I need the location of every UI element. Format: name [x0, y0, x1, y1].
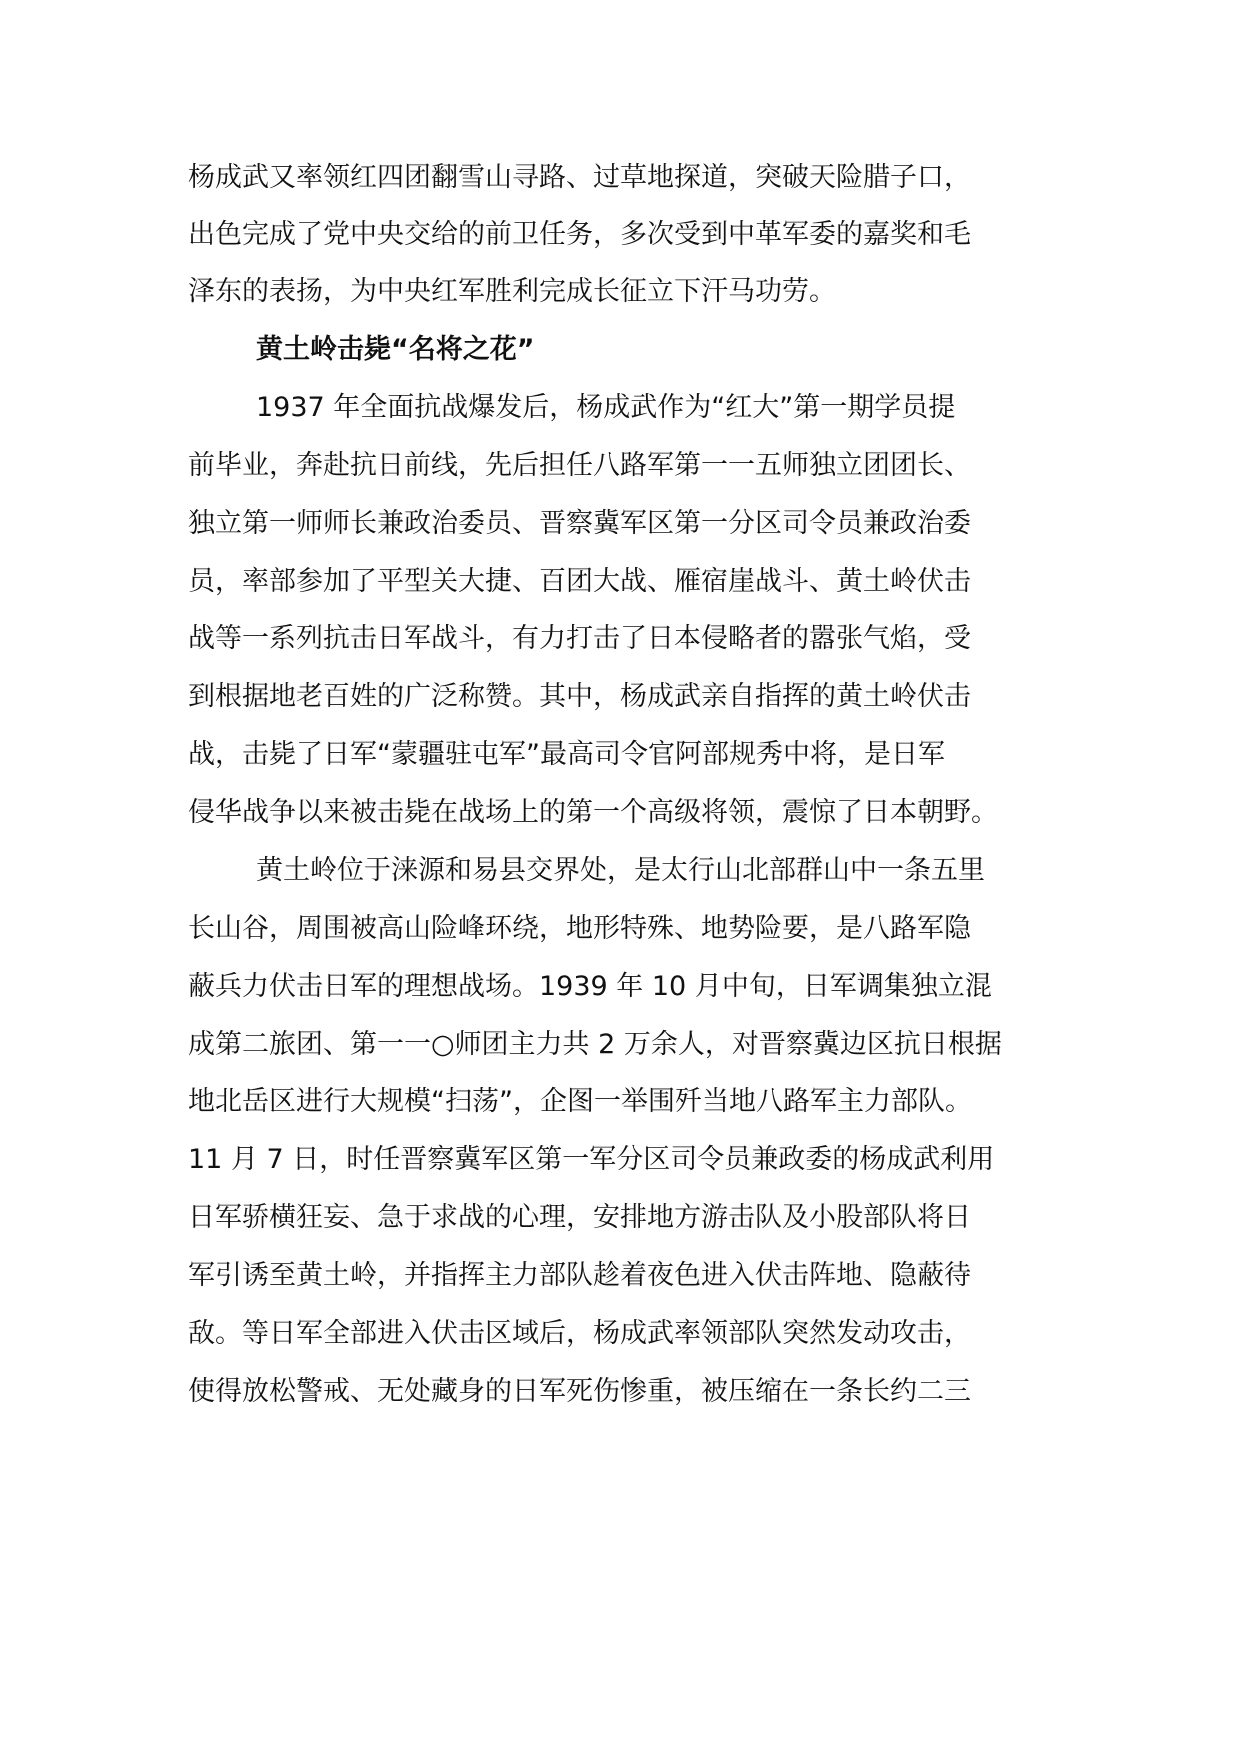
text-line: 战等一系列抗击日军战斗，有力打击了日本侵略者的嚣张气焰，受	[188, 623, 971, 654]
text-line: 泽东的表扬，为中央红军胜利完成长征立下汗马功劳。	[188, 276, 836, 307]
text-line: 黄土岭位于涞源和易县交界处，是太行山北部群山中一条五里	[256, 855, 985, 886]
text-line: 杨成武又率领红四团翻雪山寻路、过草地探道，突破天险腊子口，	[188, 162, 971, 193]
text-line: 员，率部参加了平型关大捷、百团大战、雁宿崖战斗、黄土岭伏击	[188, 566, 971, 597]
text-line: 1937 年全面抗战爆发后，杨成武作为“红大”第一期学员提	[256, 392, 956, 423]
text-line: 蔽兵力伏击日军的理想战场。1939 年 10 月中旬，日军调集独立混	[188, 971, 992, 1002]
text-line: 日军骄横狂妄、急于求战的心理，安排地方游击队及小股部队将日	[188, 1202, 971, 1233]
text-line: 侵华战争以来被击毙在战场上的第一个高级将领，震惊了日本朝野。	[188, 797, 998, 828]
text-line: 成第二旅团、第一一○师团主力共 2 万余人，对晋察冀边区抗日根据	[188, 1029, 1002, 1060]
text-line: 使得放松警戒、无处藏身的日军死伤惨重，被压缩在一条长约二三	[188, 1376, 971, 1407]
text-line: 长山谷，周围被高山险峰环绕，地形特殊、地势险要，是八路军隐	[188, 913, 971, 944]
text-line: 出色完成了党中央交给的前卫任务，多次受到中革军委的嘉奖和毛	[188, 219, 971, 250]
text-line: 前毕业，奔赴抗日前线，先后担任八路军第一一五师独立团团长、	[188, 450, 971, 481]
text-line: 到根据地老百姓的广泛称赞。其中，杨成武亲自指挥的黄土岭伏击	[188, 681, 971, 712]
text-line: 军引诱至黄土岭，并指挥主力部队趁着夜色进入伏击阵地、隐蔽待	[188, 1260, 971, 1291]
text-line: 11 月 7 日，时任晋察冀军区第一军分区司令员兼政委的杨成武利用	[188, 1144, 995, 1175]
text-line: 敌。等日军全部进入伏击区域后，杨成武率领部队突然发动攻击，	[188, 1318, 971, 1349]
text-line: 独立第一师师长兼政治委员、晋察冀军区第一分区司令员兼政治委	[188, 508, 971, 539]
section-heading: 黄土岭击毙“名将之花”	[256, 334, 535, 365]
text-line: 地北岳区进行大规模“扫荡”，企图一举围歼当地八路军主力部队。	[188, 1086, 972, 1117]
text-line: 战，击毙了日军“蒙疆驻屯军”最高司令官阿部规秀中将，是日军	[188, 739, 945, 770]
